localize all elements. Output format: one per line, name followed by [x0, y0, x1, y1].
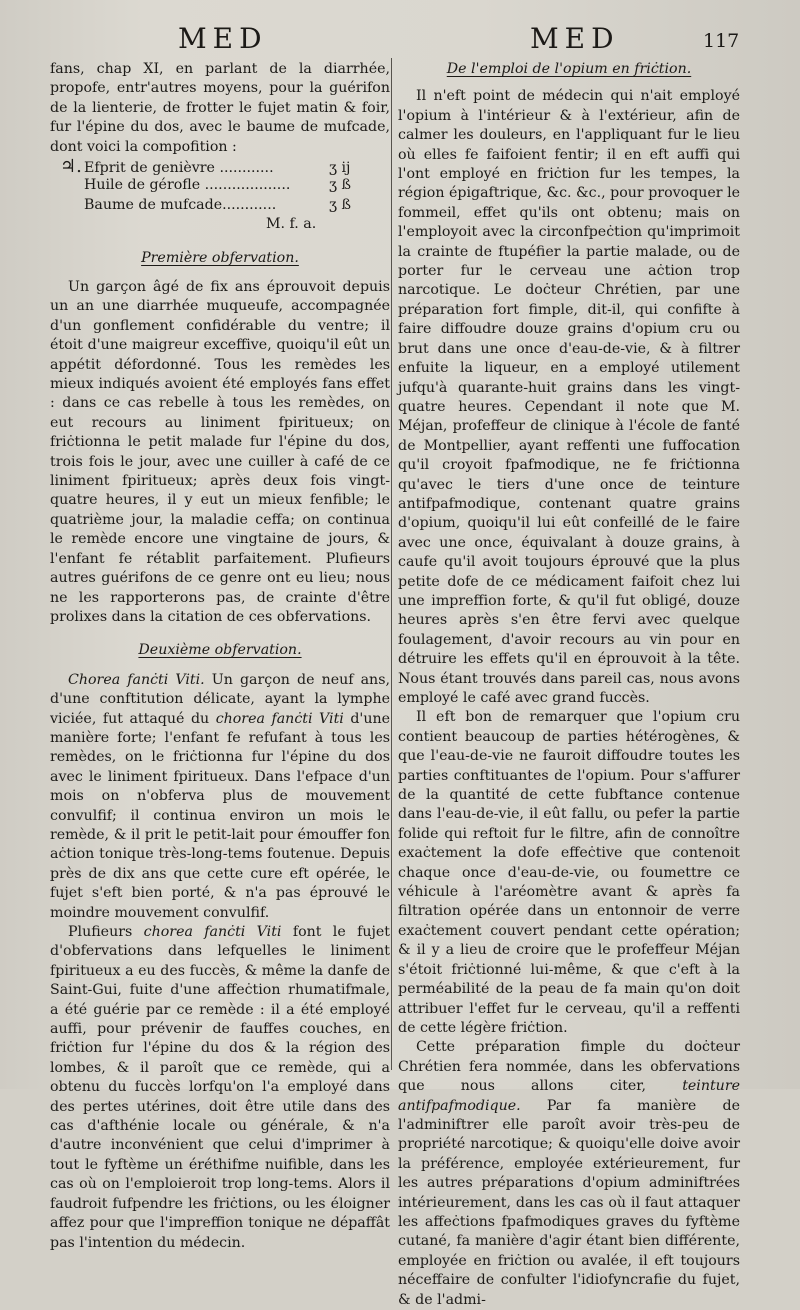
recipe-quantity: ʒ ij [329, 160, 351, 177]
left-column [50, 60, 390, 1253]
column-divider [391, 58, 392, 1070]
opium-paragraph-3-text: Cette préparation fimple du doċteur Chrétien fera nommée, dans les obfervations que nous allons citer, [398, 1039, 740, 1095]
header-right-word: MED [530, 22, 620, 55]
opium-paragraph-3-text-continued: Par fa manière de l'adminiftrer elle paroît avoir très-peu de propriété narcotique; & quoiqu'elle doive avoir la préférence, employée extérieurement, fur les autres préparations d'opium adminiftrées intérieurement, dans les cas où il faut attaquer les affeċtions fpafmodiques graves du fyftème cutané, fa manière d'agir étant bien différente, employée en friċtion ou avalée, il eft toujours néceffaire de confulter l'idiofyncrafie du fujet, & de l'admi- [398, 1097, 740, 1308]
opium-paragraph-2: Il eft bon de remarquer que l'opium cru contient beaucoup de parties hétérogènes, & que l'eau-de-vie ne fauroit diffoudre toutes les parties conftituantes de l'opium. Pour s'affurer de la quantité de cette fubftance contenue dans l'eau-de-vie, il eût fallu, ou pefer la partie folide qui reftoit fur le filtre, afin de connoître exaċtement la dofe effeċtive que contenoit chaque once d'eau-de-vie, ou foumettre ce véhicule à l'aréomètre avant & après fa filtration opérée dans un entonnoir de verre exaċtement couvert pendant cette opération; & il y a lieu de croire que le profeffeur Méjan s'étoit friċtionné lui-même, & que c'eft à la perméabilité de la peau de fa main qu'on doit attribuer l'effet fur le cerveau, qu'il a reffenti de cette légère friċtion. [398, 709, 740, 1036]
observation-2-title: Chorea fanċti Viti. [68, 671, 205, 688]
recipe-line [60, 176, 390, 195]
opium-paragraph-3 [398, 1038, 740, 1310]
observation-1-paragraph: Un garçon âgé de fix ans éprouvoit depuis un an une diarrhée muqueufe, accompagnée d'un gonflement confidérable du ventre; il étoit d'une maigreur exceffive, quoiqu'il eût un appétit défordonné. Tous les remèdes les mieux indiqués avoient été employés fans effet : dans ce cas rebelle à tous les remèdes, on eut recours au liniment fpiritueux; on friċtionna le petit malade fur l'épine du dos, trois fois le jour, avec une cuiller à café de ce liniment fpiritueux; après deux fois vingt-quatre heures, il y eut un mieux fenfible; le quatrième jour, la maladie ceffa; on continua le remède encore une vingtaine de jours, & l'enfant fe rétablit parfaitement. Plufieurs autres guérifons de ce genre ont eu lieu; nous ne les rapporterons pas, de crainte d'être prolixes dans la citation de ces obfervations. [50, 279, 390, 625]
observation-2-text: Un garçon de neuf ans, d'une conftitution délicate, ayant la lymphe viciée, fut attaqué du [50, 671, 390, 727]
intro-paragraph: fans, chap XI, en parlant de la diarrhée, propofe, entr'autres moyens, pour la guérifon de la lienterie, de frotter le fujet matin & foir, fur l'épine du dos, avec le baume de mufcade, dont voici la compofition : [50, 61, 390, 155]
recipe-ingredient: Efprit de genièvre ............ [84, 160, 274, 177]
header-left-word: MED [178, 22, 268, 55]
opium-paragraph-1: Il n'eft point de médecin qui n'ait employé l'opium à l'intérieur & à l'extérieur, afin de calmer les douleurs, en l'appliquant fur le lieu où elles fe faifoient fentir; il en eft auffi qui l'ont employé en friċtion fur les tempes, la région épigaftrique, &c. &c., pour provoquer le fommeil, effet qu'ils ont obtenu; mais on l'employoit avec la circonfpeċtion qu'imprimoit la crainte de ftupéfier la partie malade, ou de porter fur le cerveau une aċtion trop narcotique. Le doċteur Chrétien, par une préparation fort fimple, dit-il, qui confifte à faire diffoudre douze grains d'opium cru ou brut dans une once d'eau-de-vie, & à filtrer enfuite la liqueur, en a employé utilement jufqu'à quarante-huit grains dans les vingt-quatre heures. Cependant il note que M. Méjan, profeffeur de clinique à l'école de fanté de Montpellier, ayant reffenti une fuffocation qu'il croyoit fpafmodique, ne fe friċtionna qu'avec le tiers d'une once de teinture antifpafmodique, contenant quatre grains d'opium, quoiqu'il lui eût confeillé de le faire avec une once, équivalant à douze grains, à caufe qu'il avoit toujours éprouvé que la plus petite dofe de ce médicament faifoit chez lui une impreffion forte, & qu'il fut obligé, douze heures après s'en être fervi avec quelque foulagement, d'avoir recours au vin pour en détruire les effets qu'il en éprouvoit à la tête. Nous étant trouvés dans pareil cas, nous avons employé le café avec grand fuccès. [398, 88, 741, 706]
recipe-signature: M. f. a. [266, 216, 317, 233]
italic-term: chorea fanċti Viti [143, 924, 282, 940]
recipe-ingredient: Huile de gérofle ................... [84, 177, 291, 194]
recipe-line [60, 157, 390, 176]
recipe [60, 157, 390, 235]
observation-3-paragraph [50, 923, 390, 1253]
recipe-symbol: ♃. [60, 156, 82, 178]
observation-2-paragraph [50, 671, 390, 923]
recipe-line [60, 196, 390, 215]
recipe-quantity: ʒ ß [329, 177, 351, 194]
running-header [0, 22, 800, 55]
section-heading-opium: De l'emploi de l'opium en friċtion. [446, 61, 692, 77]
recipe-ingredient: Baume de mufcade............ [84, 196, 277, 213]
observation-3-text-continued: font le fujet d'obfervations dans lefquelles le liniment fpiritueux a eu des fuccès, & même la danfe de Saint-Gui, fuite d'une affeċtion rhumatifmale, a été guérie par ce remède : il a été employé auffi, pour prévenir de fauffes couches, en friċtion fur l'épine du dos & la région des lombes, & il paroît que ce remède, qui a obtenu du fuccès lorfqu'on l'a employé dans des pertes utérines, doit être utile dans des cas d'afthénie locale ou générale, & n'a d'autre inconvénient que celui d'imprimer à tout le fyftème un éréthifme nuifible, dans les cas où on l'emploieroit trop long-tems. Alors il faudroit fufpendre les friċtions, ou les éloigner affez pour que l'impreffion tonique ne dépaffât pas l'intention du médecin. [50, 924, 390, 1251]
observation-2-text-continued: d'une manière forte; l'enfant fe refufant à tous les remèdes, on le friċtionna fur l'épine du dos avec le liniment fpiritueux. Dans l'efpace d'un mois on n'obferva plus de mouvement convulfif; il continua environ un mois le remède, & il prit le petit-lait pour émouffer fon aċtion tonique très-long-tems foutenue. Depuis près de dix ans que cette cure eft opérée, le fujet s'eft bien porté, & n'a pas éprouvé le moindre mouvement convulfif. [50, 710, 390, 921]
italic-term: chorea fanċti Viti [215, 710, 344, 727]
observation-3-text: Plufieurs [68, 924, 144, 940]
right-column [398, 60, 740, 1310]
recipe-line [60, 215, 390, 234]
section-heading-first-observation: Première obfervation. [141, 249, 299, 266]
recipe-quantity: ʒ ß [329, 196, 351, 213]
page-number: 117 [703, 30, 740, 52]
section-heading-second-observation: Deuxième obfervation. [138, 642, 302, 659]
italic-term: teinture antifpafmodique. [398, 1078, 740, 1114]
